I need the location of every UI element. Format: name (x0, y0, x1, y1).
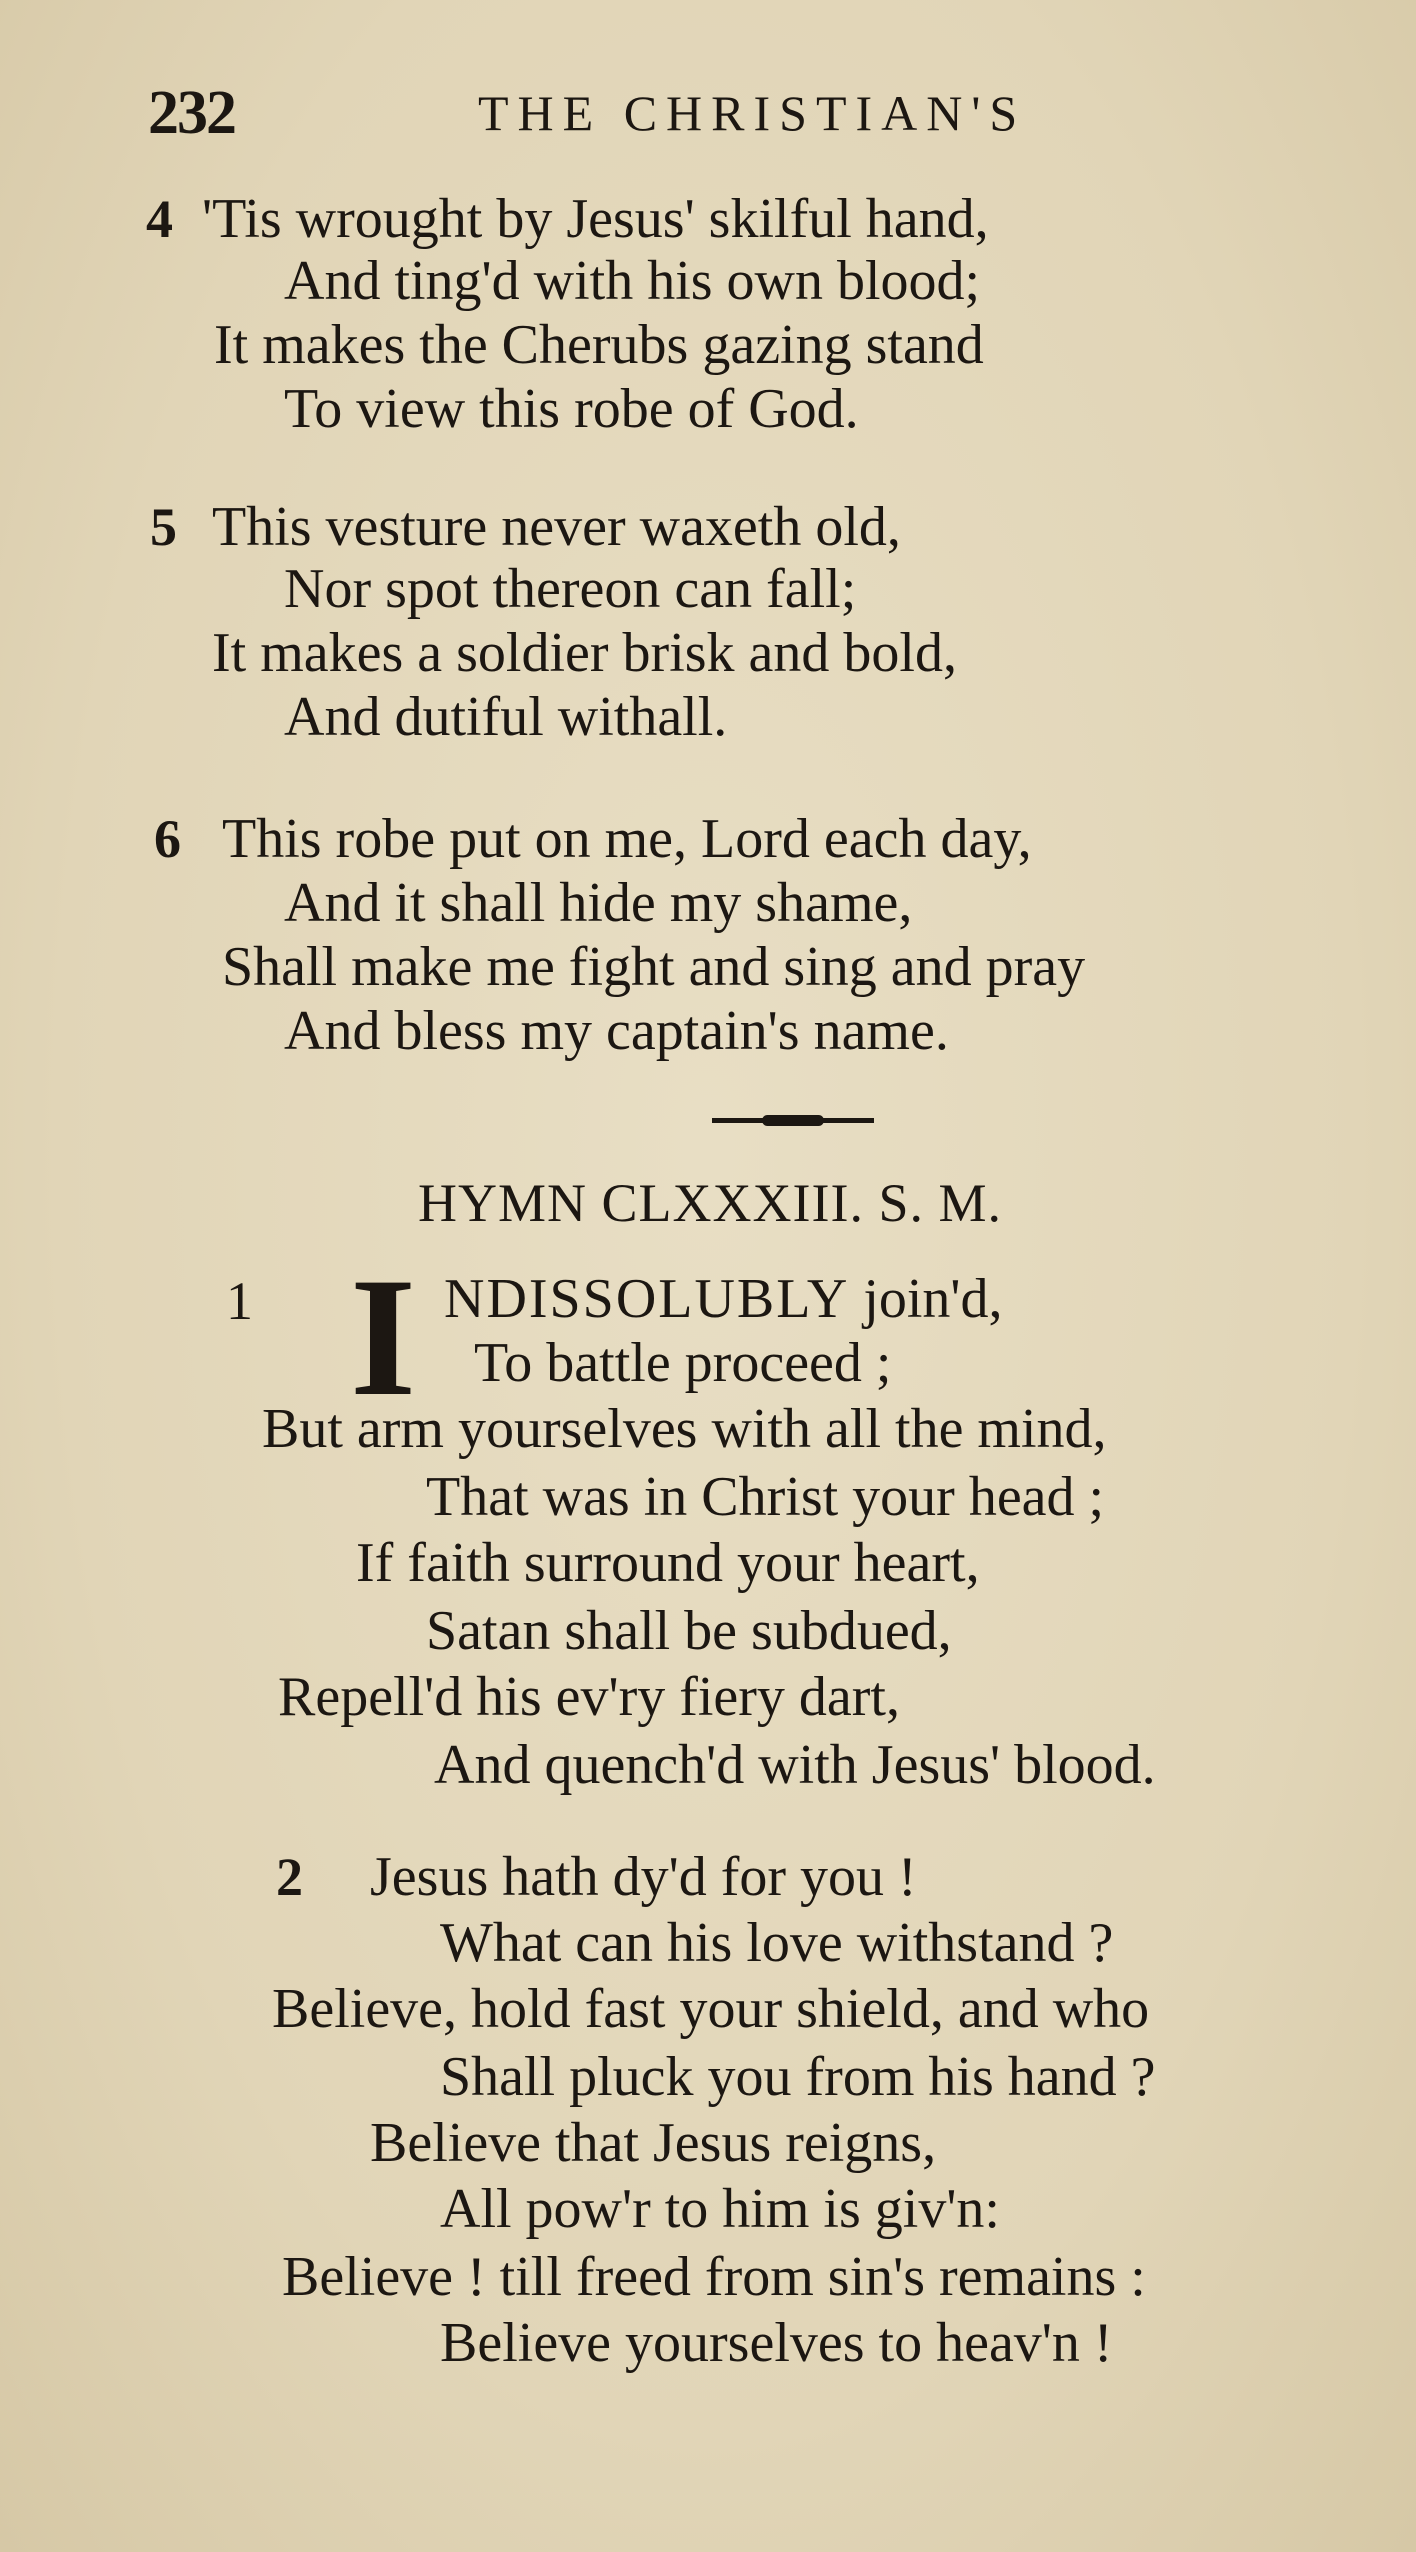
verse-line: Satan shall be subdued, (426, 1600, 952, 1662)
verse-line: This robe put on me, Lord each day, (222, 808, 1032, 870)
verse-line: Believe ! till freed from sin's remains : (282, 2246, 1146, 2308)
verse-line: But arm yourselves with all the mind, (262, 1398, 1107, 1460)
verse-line: Shall make me fight and sing and pray (222, 936, 1086, 998)
verse-line: And it shall hide my shame, (284, 872, 913, 934)
stanza-number: 2 (276, 1847, 303, 1907)
drop-cap: I (350, 1243, 417, 1431)
verse-line: And ting'd with his own blood; (284, 250, 981, 312)
verse-line: If faith surround your heart, (356, 1532, 980, 1594)
section-divider-ornament (762, 1115, 824, 1126)
verse-line: Believe yourselves to heav'n ! (440, 2312, 1113, 2374)
verse-line-first-tail: join'd, (849, 1268, 1003, 1330)
verse-line: It makes a soldier brisk and bold, (212, 622, 957, 684)
verse-line: Believe, hold fast your shield, and who (272, 1978, 1150, 2040)
stanza-number: 5 (150, 497, 177, 557)
verse-line: What can his love withstand ? (440, 1912, 1114, 1974)
stanza-number: 1 (226, 1271, 253, 1331)
running-title: THE CHRISTIAN'S (478, 85, 1027, 141)
verse-line: Nor spot thereon can fall; (284, 558, 857, 620)
verse-line: To view this robe of God. (284, 378, 859, 440)
page-number: 232 (148, 79, 235, 147)
verse-line: To battle proceed ; (474, 1332, 892, 1394)
verse-line: And dutiful withall. (284, 686, 728, 748)
verse-line: That was in Christ your head ; (426, 1466, 1105, 1528)
stanza-number: 4 (146, 189, 173, 249)
verse-line: All pow'r to him is giv'n: (440, 2178, 1000, 2240)
verse-line: This vesture never waxeth old, (212, 496, 901, 558)
verse-line: Believe that Jesus reigns, (370, 2112, 937, 2174)
stanza-number: 6 (154, 809, 181, 869)
verse-line: It makes the Cherubs gazing stand (214, 314, 984, 376)
page-header (0, 78, 1416, 148)
verse-line: Shall pluck you from his hand ? (440, 2046, 1156, 2108)
verse-line: And quench'd with Jesus' blood. (434, 1734, 1156, 1796)
verse-line: Jesus hath dy'd for you ! (370, 1846, 917, 1908)
verse-line: 'Tis wrought by Jesus' skilful hand, (202, 188, 989, 250)
verse-line-first-word: NDISSOLUBLY (444, 1268, 850, 1330)
verse-line: And bless my captain's name. (284, 1000, 949, 1062)
verse-line: Repell'd his ev'ry fiery dart, (278, 1666, 900, 1728)
hymn-title: HYMN CLXXXIII. S. M. (418, 1173, 1002, 1233)
verse-line-first (444, 1266, 1003, 1332)
